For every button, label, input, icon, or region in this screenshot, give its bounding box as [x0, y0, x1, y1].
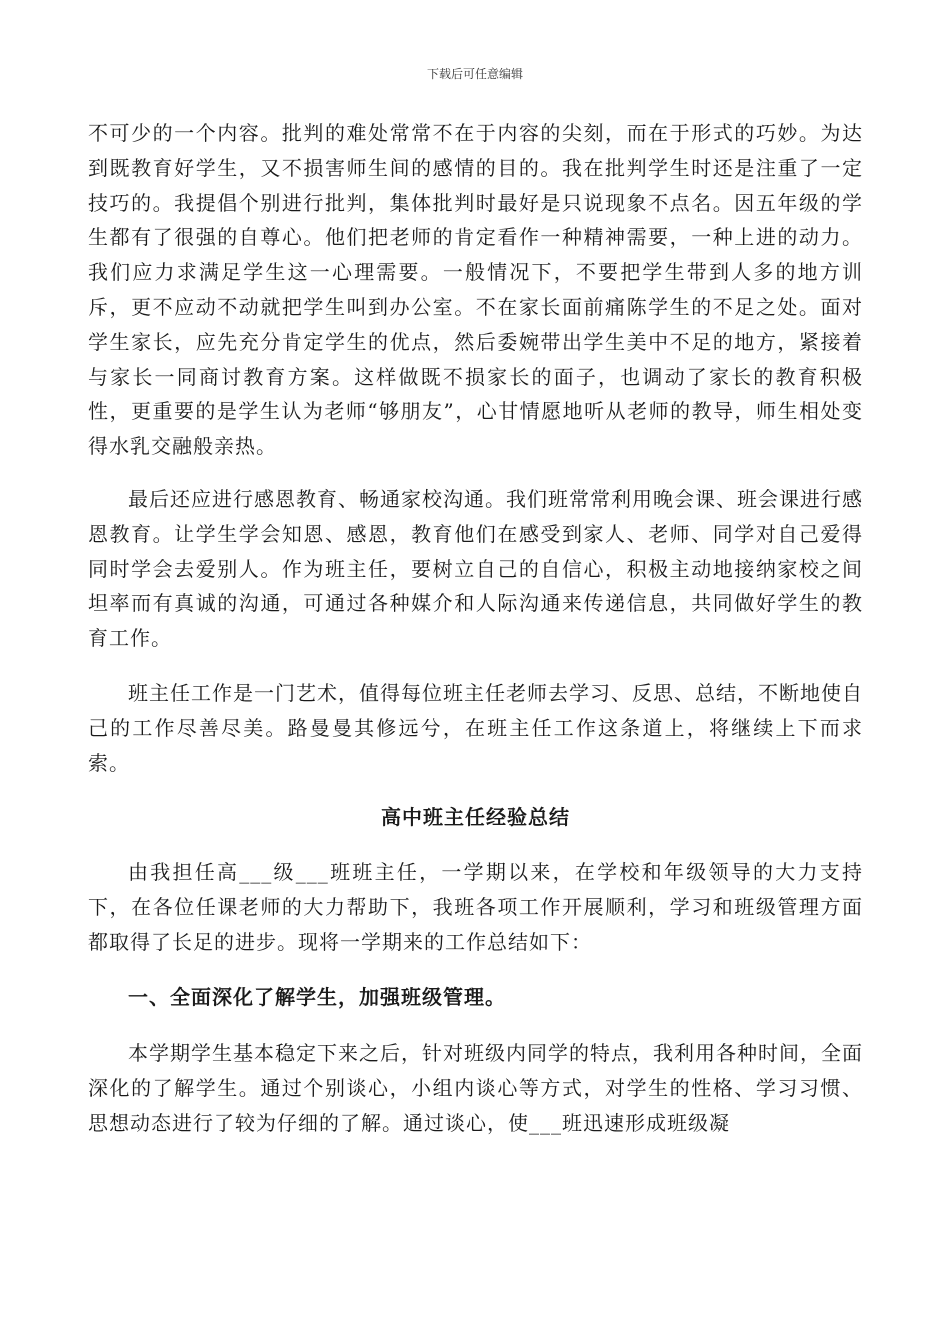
paragraph-criticism: 不可少的一个内容。批判的难处常常不在于内容的尖刻，而在于形式的巧妙。为达到既教育好学生，又不损害师生间的感情的目的。我在批判学生时还是注重了一定技巧的。我提倡个别进行批判，集体批判时最好是只说现象不点名。因五年级的学生都有了很强的自尊心。他们把老师的肯定看作一种精神需要，一种上进的动力。我们应力求满足学生这一心理需要。一般情况下，不要把学生带到人多的地方训斥，更不应动不动就把学生叫到办公室。不在家长面前痛陈学生的不足之处。面对学生家长，应先充分肯定学生的优点，然后委婉带出学生美中不足的地方，紧接着与家长一同商讨教育方案。这样做既不损家长的面子，也调动了家长的教育积极性，更重要的是学生认为老师“够朋友”，心甘情愿地听从老师的教导，师生相处变得水乳交融般亲热。: [88, 121, 863, 459]
page-header: 下载后可任意编辑: [426, 67, 523, 81]
paragraph-conclusion: 班主任工作是一门艺术，值得每位班主任老师去学习、反思、总结，不断地使自己的工作尽善尽美。路曼曼其修远兮，在班主任工作这条道上，将继续上下而求索。: [88, 680, 863, 775]
section-heading-1: 一、全面深化了解学生，加强班级管理。: [128, 984, 506, 1009]
paragraph-intro: 由我担任高___级___班班主任，一学期以来，在学校和年级领导的大力支持下，在各位任课老师的大力帮助下，我班各项工作开展顺利，学习和班级管理方面都取得了长足的进步。现将一学期来的工作总结如下：: [88, 860, 863, 954]
paragraph-understand-students: 本学期学生基本稳定下来之后，针对班级内同学的特点，我利用各种时间，全面深化的了解学生。通过个别谈心，小组内谈心等方式，对学生的性格、学习习惯、思想动态进行了较为仔细的了解。通过谈心，使___班迅速形成班级凝: [88, 1041, 863, 1135]
paragraph-gratitude-education: 最后还应进行感恩教育、畅通家校沟通。我们班常常利用晚会课、班会课进行感恩教育。让学生学会知恩、感恩，教育他们在感受到家人、老师、同学对自己爱得同时学会去爱别人。作为班主任，要树立自己的自信心，积极主动地接纳家校之间坦率而有真诚的沟通，可通过各种媒介和人际沟通来传递信息，共同做好学生的教育工作。: [88, 486, 863, 651]
document-body: [88, 116, 863, 1161]
section-title: 高中班主任经验总结: [381, 805, 570, 830]
